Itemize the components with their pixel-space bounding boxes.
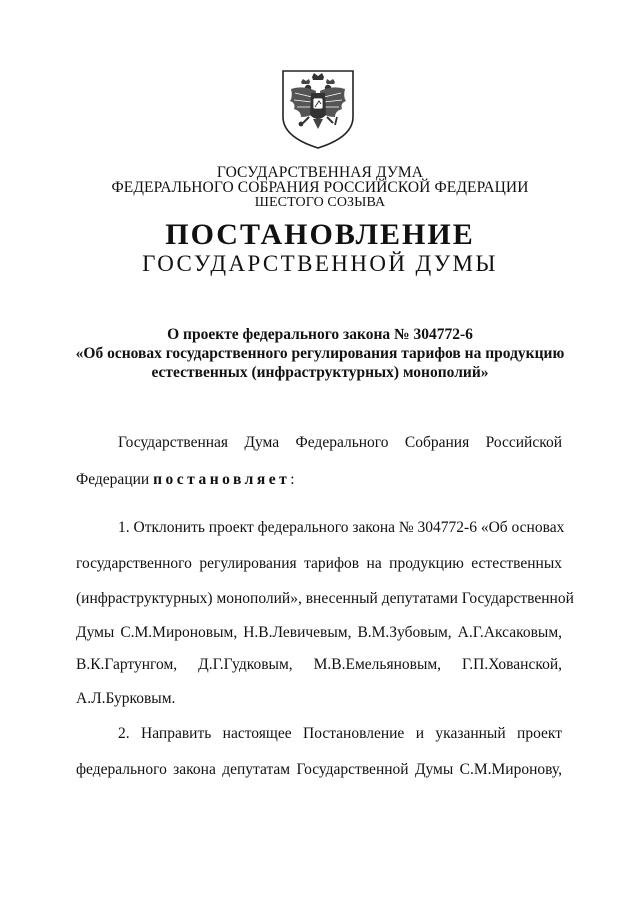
convocation-line: ШЕСТОГО СОЗЫВА [254,195,386,210]
paragraph1-line1: 1. Отклонить проект федерального закона № 304772-6 «Об основах [118,519,565,536]
document-subtitle: ГОСУДАРСТВЕННОЙ ДУМЫ [142,251,498,276]
paragraph2-line2: федерального закона депутатам Государственной Думы С.М.Миронову, [76,761,562,778]
intro-prefix: Федерации [76,471,154,488]
intro-line1: Государственная Дума Федерального Собрания Российской [118,434,562,451]
decree-word: постановляет [153,471,291,488]
paragraph2-line1: 2. Направить настоящее Постановление и указанный проект [118,725,562,742]
org-name-line2: ФЕДЕРАЛЬНОГО СОБРАНИЯ РОССИЙСКОЙ ФЕДЕРАЦИИ [111,179,529,196]
org-name-line1: ГОСУДАРСТВЕННАЯ ДУМА [216,164,424,181]
russian-coat-of-arms-icon [279,67,357,151]
paragraph1-line4: Думы С.М.Мироновым, Н.В.Левичевым, В.М.Зубовым, А.Г.Аксаковым, [76,624,562,641]
paragraph1-line6: А.Л.Бурковым. [76,690,176,707]
paragraph1-line2: государственного регулирования тарифов на продукцию естественных [76,555,562,572]
intro-suffix: : [290,471,295,488]
subject-line2: «Об основах государственного регулирования тарифов на продукцию [75,345,565,362]
paragraph1-line3: (инфраструктурных) монополий», внесенный депутатами Государственной [76,590,574,607]
paragraph1-line5: В.К.Гартунгом, Д.Г.Гудковым, М.В.Емельяновым, Г.П.Хованской, [76,656,562,673]
document-title: ПОСТАНОВЛЕНИЕ [165,218,475,251]
subject-line3: естественных (инфраструктурных) монополий» [151,364,489,381]
intro-line2 [76,471,562,489]
subject-line1: О проекте федерального закона № 304772-6 [167,326,473,343]
